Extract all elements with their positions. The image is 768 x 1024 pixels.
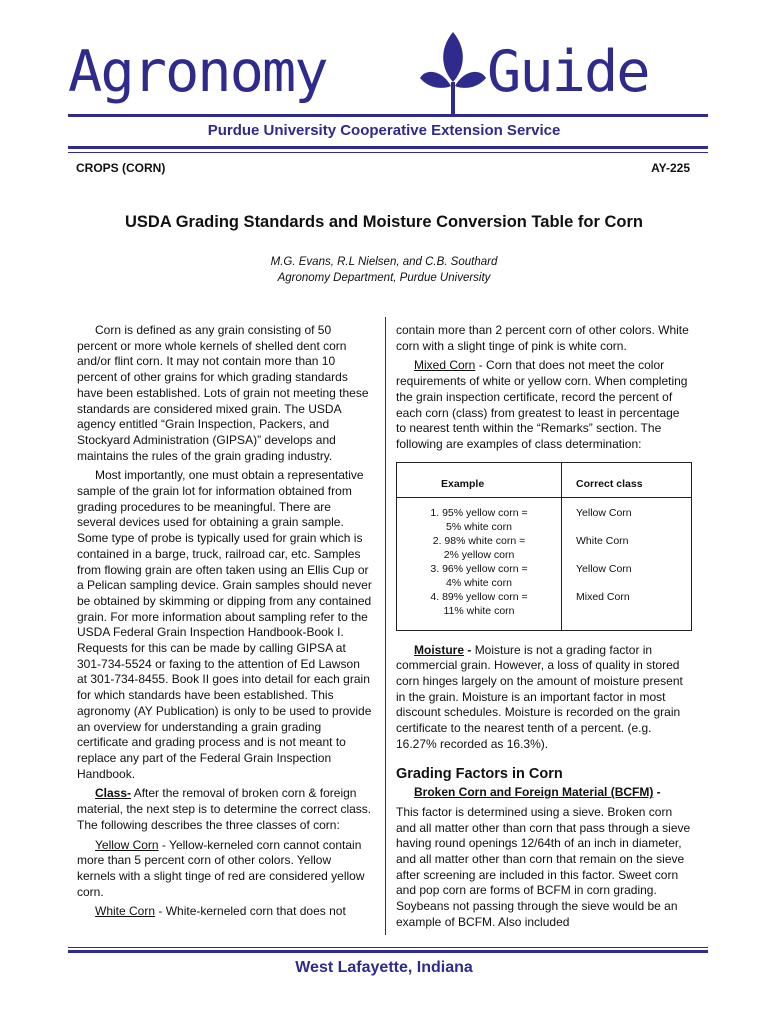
plant-sprout-icon [420, 30, 486, 116]
document-title: USDA Grading Standards and Moisture Conversion Table for Corn [125, 213, 643, 231]
table-row [397, 497, 692, 534]
paragraph-bcfm-text: This factor is determined using a sieve. Broken corn and all matter other than corn that pass through a sieve having round openings 12/64th of an inch in diameter, and all matter other than corn that remain on the sieve after screening are included in this factor. Sweet corn and pop corn are forms of BCFM in corn grading. Soybeans not passing through the sieve would be an example of BCFM. Also included [396, 804, 691, 929]
yellow-corn-text: - Yellow-kerneled corn cannot contain more than 5 percent corn of other colors. Yellow kernels with a slight tinge of red are considered yellow corn. [77, 837, 365, 899]
paragraph-sampling: Most importantly, one must obtain a representative sample of the grain lot for information obtained from grading procedures to be meaningful. There are several devices used for obtaining a grain sample. Some type of probe is typically used for grain which is contained in a barge, truck, railroad car, etc. Samples from flowing grain are often taken using an Ellis Cup or a Pelican sampling device. Grain samples should never be obtained by skimming or dipping from any contained grain. For more information about sampling refer to the USDA Federal Grain Inspection Handbook-Book I. Requests for this can be made by calling GIPSA at 301-734-5524 or faxing to the attention of Ed Lawson at 301-734-8455. Book II goes into detail for each grain for which standards have been established. This agronomy (AY Publication) is only to be used to provide an overview for understanding a grain grading certificate and grading process and is not meant to replace any part of the Federal Grain Inspection Handbook. [77, 468, 372, 781]
yellow-corn-label: Yellow Corn [95, 837, 159, 852]
table-row [397, 590, 692, 631]
mixed-corn-text: - Corn that does not meet the color requirements of white or yellow corn. When completing the grain inspection certificate, record the percent of each corn (class) from greatest to least in percentage to nearest tenth within the “Remarks” section. The following are examples of class determination: [396, 358, 688, 451]
example-cell: 3. 96% yellow corn = 4% white corn [430, 562, 528, 589]
class-cell: Yellow Corn [562, 497, 692, 534]
table-header-example: Example [397, 462, 562, 497]
class-cell: Mixed Corn [562, 590, 692, 631]
class-example-table [396, 462, 692, 631]
white-corn-text: - White-kerneled corn that does not [155, 904, 346, 919]
table-header-row [397, 462, 692, 497]
example-cell: 4. 89% yellow corn = 11% white corn [430, 590, 528, 617]
masthead-title-right: Guide [487, 39, 649, 105]
footer-rule-thin [68, 947, 708, 948]
white-corn-label: White Corn [95, 904, 156, 919]
mixed-corn-label: Mixed Corn [414, 358, 476, 373]
byline [0, 255, 768, 286]
paragraph-class [77, 786, 372, 833]
paragraph-yellow-corn [77, 838, 372, 901]
moisture-text: Moisture is not a grading factor in commercial grain. However, a loss of quality in stored corn hinges largely on the amount of moisture present in the grain. Moisture is an important factor in most discount schedules. Moisture is recorded on the grain certificate to the nearest tenth of a percent. (e.g. 16.27% recorded as 16.3%). [396, 642, 683, 751]
table-header-class: Correct class [562, 462, 692, 497]
header-rule [68, 114, 708, 117]
paragraph-bcfm: Broken Corn and Foreign Material (BCFM) - [414, 785, 661, 800]
paragraph-definition: Corn is defined as any grain consisting of 50 percent or more whole kernels of shelled dent corn and/or flint corn. It may not contain more than 10 percent of other grains for which grading standards have been established. Lots of grain not meeting these standards are considered mixed grain. The USDA agency entitled “Grain Inspection, Packers, and Stockyard Administration (GIPSA)” develops and maintains the rules of the grain grading industry. [77, 323, 369, 463]
table-row [397, 562, 692, 590]
column-divider [385, 317, 386, 935]
table-row [397, 534, 692, 562]
series-category: CROPS (CORN) [76, 161, 166, 175]
right-column [396, 323, 692, 935]
example-cell: 2. 98% white corn = 2% yellow corn [432, 534, 526, 561]
footer-location: West Lafayette, Indiana [295, 959, 473, 976]
masthead-title-left: Agronomy [68, 39, 327, 105]
header-rule-thin [68, 152, 708, 153]
authors: M.G. Evans, R.L Nielsen, and C.B. Southard [270, 256, 498, 268]
footer-rule [68, 950, 708, 953]
class-label: Class- [95, 786, 132, 801]
moisture-label: Moisture [414, 642, 465, 657]
header-rule [68, 146, 708, 149]
bcfm-label: Broken Corn and Foreign Material (BCFM) [414, 785, 654, 800]
paragraph-white-corn-cont: contain more than 2 percent corn of other colors. White corn with a slight tinge of pink is white corn. [396, 323, 689, 353]
affiliation: Agronomy Department, Purdue University [277, 271, 491, 284]
paragraph-mixed-corn [396, 358, 692, 452]
section-heading-grading-factors: Grading Factors in Corn [396, 765, 563, 782]
masthead [68, 30, 708, 114]
example-cell: 1. 95% yellow corn = 5% white corn [430, 506, 528, 533]
paragraph-white-corn [77, 904, 372, 920]
class-cell: White Corn [562, 534, 692, 562]
organization-name: Purdue University Cooperative Extension Service [207, 122, 561, 139]
class-text: After the removal of broken corn & foreign material, the next step is to determine the correct class. The following describes the three classes of corn: [77, 786, 372, 832]
series-number: AY-225 [651, 161, 690, 175]
paragraph-moisture: Moisture - Moisture is not a grading factor in commercial grain. However, a loss of quality in stored corn hinges largely on the amount of moisture present in the grain. Moisture is an important factor in most discount schedules. Moisture is recorded on the grain certificate to the nearest tenth of a percent. (e.g. 16.27% recorded as 16.3%). [396, 642, 683, 751]
left-column [77, 323, 372, 924]
class-cell: Yellow Corn [562, 562, 692, 590]
